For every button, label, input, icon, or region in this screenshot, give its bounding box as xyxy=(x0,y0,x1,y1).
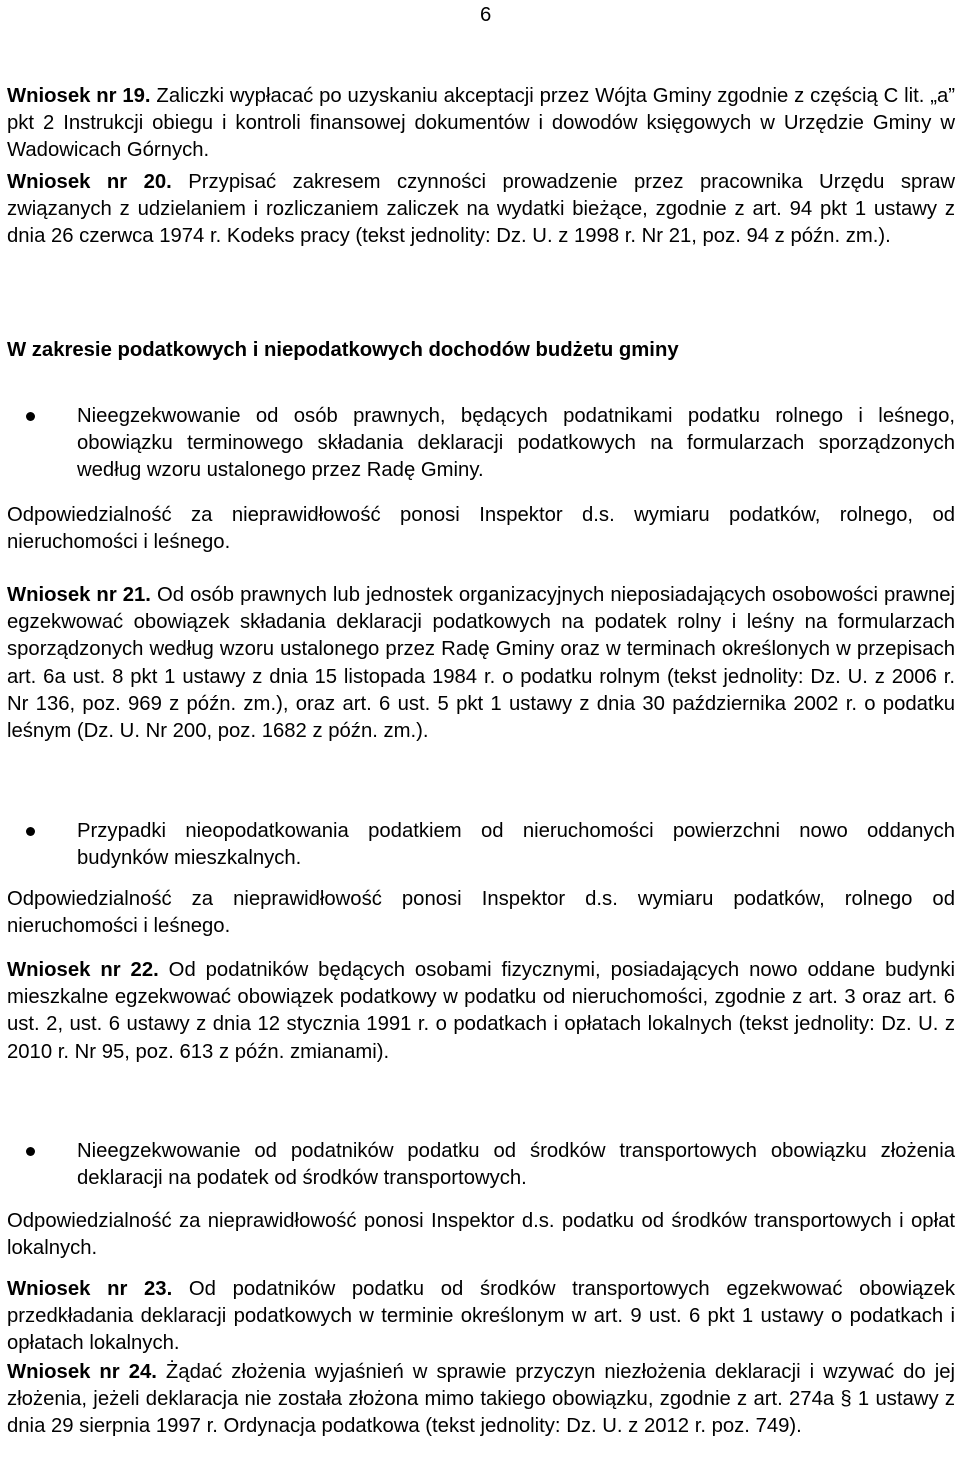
wniosek-22 xyxy=(7,957,955,1066)
wniosek-22-text: Od podatników będących osobami fizycznymi, posiadających nowo oddane budynki mieszkalne egzekwować obowiązek podatkowy w podatku od nieruchomości, zgodnie z art. 3 oraz art. 6 ust. 2, ust. 6 ustawy z dnia 12 stycznia 1991 r. o podatkach i opłatach lokalnych (tekst jednolity: Dz. U. z 2010 r. Nr 95, poz. 613 z późn. zmianami). xyxy=(7,959,955,1063)
wniosek-24 xyxy=(7,1359,955,1441)
wniosek-22-label: Wniosek nr 22. xyxy=(7,959,159,981)
responsibility-1: Odpowiedzialność za nieprawidłowość ponosi Inspektor d.s. wymiaru podatków, rolnego, od nieruchomości i leśnego. xyxy=(7,504,955,554)
wniosek-21-text: Od osób prawnych lub jednostek organizacyjnych nieposiadających osobowości prawnej egzekwować obowiązek składania deklaracji podatkowych na podatek rolny i leśny na formularzach sporządzonych według wzoru ustalonego przez Radę Gminy oraz w terminach określonych w przepisach art. 6a ust. 8 pkt 1 ustawy z dnia 15 listopada 1984 r. o podatku rolnym (tekst jednolity: Dz. U. z 2006 r. Nr 136, poz. 969 z późn. zm.), oraz art. 6 ust. 5 pkt 1 ustawy z dnia 30 października 2002 r. o podatku leśnym (Dz. U. Nr 200, poz. 1682 z późn. zm.). xyxy=(7,584,956,743)
wniosek-23-label: Wniosek nr 23. xyxy=(7,1278,173,1300)
wniosek-19-label: Wniosek nr 19. xyxy=(7,85,151,107)
wniosek-19 xyxy=(7,83,955,165)
wniosek-21 xyxy=(7,582,955,745)
section-heading: W zakresie podatkowych i niepodatkowych dochodów budżetu gminy xyxy=(7,339,679,361)
wniosek-19-text: Zaliczki wypłacać po uzyskaniu akceptacji przez Wójta Gminy zgodnie z częścią C lit. „a” pkt 2 Instrukcji obiegu i kontroli finansowej dokumentów i dowodów księgowych w Urzędzie Gminy w Wadowicach Górnych. xyxy=(7,85,955,162)
bullet-text-3: Nieegzekwowanie od podatników podatku od środków transportowych obowiązku złożenia deklaracji na podatek od środków transportowych. xyxy=(77,1140,955,1190)
bullet-text-2: Przypadki nieopodatkowania podatkiem od nieruchomości powierzchni nowo oddanych budynków mieszkalnych. xyxy=(77,820,955,870)
page-number: 6 xyxy=(480,4,492,26)
responsibility-3: Odpowiedzialność za nieprawidłowość ponosi Inspektor d.s. podatku od środków transportowych i opłat lokalnych. xyxy=(7,1210,955,1260)
document-page xyxy=(7,0,955,1473)
wniosek-23-text: Od podatników podatku od środków transportowych egzekwować obowiązek przedkładania deklaracji podatkowych w terminie określonym w art. 9 ust. 6 pkt 1 ustawy o podatkach i opłatach lokalnych. xyxy=(7,1278,955,1355)
wniosek-24-label: Wniosek nr 24. xyxy=(7,1361,157,1383)
bullet-icon xyxy=(26,827,35,836)
wniosek-23 xyxy=(7,1276,955,1358)
wniosek-20 xyxy=(7,169,955,251)
wniosek-24-text: Żądać złożenia wyjaśnień w sprawie przyczyn niezłożenia deklaracji i wzywać do jej złożenia, jeżeli deklaracja nie została złożona mimo takiego obowiązku, zgodnie z art. 274a § 1 ustawy z dnia 29 sierpnia 1997 r. Ordynacja podatkowa (tekst jednolity: Dz. U. z 2012 r. poz. 749). xyxy=(7,1361,955,1438)
bullet-icon xyxy=(26,1147,35,1156)
wniosek-20-label: Wniosek nr 20. xyxy=(7,171,172,193)
wniosek-20-text: Przypisać zakresem czynności prowadzenie przez pracownika Urzędu spraw związanych z udzielaniem i rozliczaniem zaliczek na wydatki bieżące, zgodnie z art. 94 pkt 1 ustawy z dnia 26 czerwca 1974 r. Kodeks pracy (tekst jednolity: Dz. U. z 1998 r. Nr 21, poz. 94 z późn. zm.). xyxy=(7,171,956,248)
responsibility-2: Odpowiedzialność za nieprawidłowość ponosi Inspektor d.s. wymiaru podatków, rolnego od nieruchomości i leśnego. xyxy=(7,888,955,938)
wniosek-21-label: Wniosek nr 21. xyxy=(7,584,151,606)
bullet-text-1: Nieegzekwowanie od osób prawnych, będących podatnikami podatku rolnego i leśnego, obowiązku terminowego składania deklaracji podatkowych na formularzach sporządzonych według wzoru ustalonego przez Radę Gminy. xyxy=(77,405,955,482)
bullet-icon xyxy=(26,412,35,421)
